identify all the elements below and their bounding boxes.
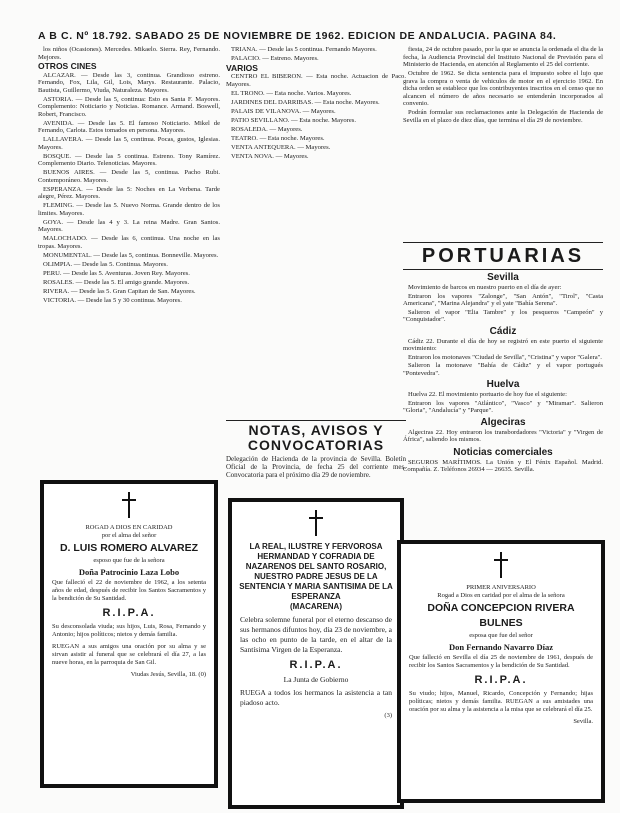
deceased-name: D. LUIS ROMERO ALVAREZ: [59, 542, 199, 554]
ripa: R.I.P.A.: [289, 659, 343, 671]
obituary-concepcion-rivera: [397, 540, 605, 803]
paragraph: PERU. — Desde las 5. Aventuras. Joven Rey. Mayores.: [43, 269, 190, 277]
paragraph: EL TRONO. — Esta noche. Varios. Mayores.: [231, 89, 352, 97]
paragraph: JARDINES DEL DARRIBAS. — Esta noche. Mayores.: [231, 98, 380, 106]
noticias-heading: Noticias comerciales: [453, 446, 553, 458]
port-heading-sevilla: Sevilla: [487, 272, 519, 283]
paragraph: MONUMENTAL. — Desde las 5, continua. Bonneville. Mayores.: [43, 251, 219, 259]
column-hacienda-notice: [403, 46, 603, 226]
port-heading-algeciras: Algeciras: [480, 416, 526, 428]
signature: (3): [384, 712, 392, 719]
hermandad-sub: (MACARENA): [290, 602, 342, 611]
death-details: Que falleció el 22 de noviembre de 1962, a los setenta años de edad, después de recibir los Santos Sacramentos y la bendición de Su Santidad.: [52, 579, 206, 602]
notas-avisos-section: [226, 418, 406, 479]
paragraph: MALOCHADO. — Desde las 6, continua. Una noche en las tropas. Mayores.: [38, 235, 220, 250]
obituary-hermandad-macarena: [228, 498, 404, 809]
paragraph: LALLAVERA. — Desde las 5, continua. Pocas, gustos, Iglesias. Mayores.: [38, 136, 220, 151]
paragraph: GOYA. — Desde las 4 y 3. La reina Madre. Gran Santos. Mayores.: [38, 218, 220, 233]
obituary-top: ROGAD A DIOS EN CARIDAD: [85, 524, 173, 531]
section-heading-varios: VARIOS: [226, 62, 258, 73]
paragraph: ROSALEDA. — Mayores.: [231, 125, 303, 133]
junta-text: La Junta de Gobierno: [283, 675, 349, 684]
paragraph: PATIO SEVILLANO. — Esta noche. Mayores.: [231, 116, 357, 124]
spouse-name: Don Fernando Navarro Díaz: [449, 642, 553, 652]
death-details: Que falleció en Sevilla el día 25 de noviembre de 1961, después de recibir los Santos Sacramentos y la bendición de Su Santidad.: [409, 654, 593, 669]
cross-icon: [494, 552, 508, 578]
ruega-text: RUEGA a todos los hermanos la asistencia a tan piadoso acto.: [240, 688, 392, 707]
divider: [403, 242, 603, 243]
paragraph: ESPERANZA. — Desde las 5: Noches en La Verbena. Tarde alegre, Pérez. Mayores.: [38, 185, 220, 200]
paragraph: Cádiz 22. Durante el día de hoy se registró en este puerto el siguiente movimiento:: [403, 337, 603, 352]
cross-icon: [122, 492, 136, 518]
obituary-top: PRIMER ANIVERSARIO: [466, 584, 536, 591]
spouse-prefix: esposo que fue de la señora: [93, 557, 165, 564]
funeral-text: Celebra solemne funeral por el eterno descanso de sus hermanos difuntos hoy, día 23 de noviembre, a las ocho en punto de la tarde, en el altar de la Santísima Virgen de la Esperanza.: [240, 615, 392, 654]
paragraph: VICTORIA. — Desde las 5 y 30 continua. Mayores.: [43, 296, 182, 304]
hermandad-heading: LA REAL, ILUSTRE Y FERVOROSA HERMANDAD Y COFRADIA DE NAZARENOS DEL SANTO ROSARIO, NUESTRO PADRE JESUS DE LA SENTENCIA Y MARIA SANTISIMA DE LA ESPERANZA: [239, 542, 393, 601]
portuarias-section: [403, 240, 603, 475]
paragraph: Octubre de 1962. Se dicta sentencia para el impuesto sobre el lujo que grava la compra o venta de vehiculos de motor en el ejercicio 1962. En dicha orden se establece que los contribuyentes inscritos en el censo que no alcancen el número de años necesario se entenderán incorporados al convenio.: [403, 70, 603, 107]
family-text: Su desconsolada viuda; sus hijos, Luis, Rosa, Fernando y Antonio; hijos políticos; nietos y demás familia.: [52, 623, 206, 638]
paragraph: ALCAZAR. — Desde las 3, continua. Grandioso estreno. Fernando, Fox, Lila, Gil, Lois, Marys. Restaurante. Palacio, Bautista, Guillermo, Viuda, Naturaleza. Mayores.: [38, 71, 220, 94]
paragraph: ROSALES. — Desde las 5. El amigo grande. Mayores.: [43, 278, 190, 286]
paragraph: CENTRO EL BIBERON. — Esta noche. Actuacion de Paco. Mayores.: [226, 73, 406, 88]
paragraph: Entraron los vapores "Zalonge", "San Antón", "Tirol", "Casta Americana", "Marina Alejandra" y el yate "Bahía Serena".: [403, 292, 603, 307]
paragraph: SEGUROS MARÍTIMOS. La Unión y El Fénix Español. Madrid. Compañía. Z. Teléfonos 26934 — 26635. Sevilla.: [403, 458, 603, 473]
paragraph: FLEMING. — Desde las 5. Nuevo Norma. Grande dentro de los limites. Mayores.: [38, 202, 220, 217]
cross-icon: [309, 510, 323, 536]
paragraph: Movimiento de barcos en nuestro puerto en el día de ayer:: [408, 284, 562, 291]
column-varios: [226, 46, 406, 412]
obituary-sub: Rogad a Dios en caridad por el alma de la señora: [437, 592, 565, 599]
request-text: RUEGAN a sus amigos una oración por su alma y se sirvan asistir al funeral que se celebrará el día 27, a las nueve horas, en la parroquia de San Gil.: [52, 643, 206, 666]
notas-title-line1: NOTAS, AVISOS Y: [248, 422, 384, 438]
section-heading-otros-cines: OTROS CINES: [38, 61, 97, 71]
obituary-luis-romero: [40, 480, 218, 788]
notas-lead: Delegación de Hacienda de la provincia de Sevilla. Boletín Oficial de la Provincia, de fecha 25 del corriente mes. Convocatoria para el próximo día 29 de noviembre.: [226, 455, 406, 479]
paragraph: Huelva 22. El movimiento portuario de hoy fue el siguiente:: [408, 391, 567, 398]
signature: Sevilla.: [573, 718, 593, 725]
column-cinema-listings: [38, 46, 220, 472]
paragraph: TEATRO. — Esta noche. Mayores.: [231, 134, 325, 142]
signature: Viudas Jesús, Sevilla, 18. (0): [130, 671, 206, 678]
paragraph: Salieron la motonave "Bahía de Cádiz" y el vapor portugués "Pontevedra".: [403, 362, 603, 377]
paragraph: Salieron el vapor "Elia Tambre" y los pesqueros "Campeón" y "Conquistador".: [403, 308, 603, 323]
divider: [226, 420, 406, 421]
paragraph: Entraron los motonaves "Ciudad de Sevilla", "Cristina" y vapor "Galera".: [408, 353, 602, 361]
spouse-prefix: esposa que fue del señor: [469, 632, 533, 639]
paragraph: OLIMPIA. — Desde las 5. Continua. Mayores.: [43, 260, 168, 268]
spouse-name: Doña Patrocinio Laza Lobo: [78, 567, 180, 577]
page-header: A B C. Nº 18.792. SABADO 25 DE NOVIEMBRE DE 1962. EDICION DE ANDALUCIA. PAGINA 84.: [38, 30, 557, 42]
paragraph: Podrán formular sus reclamaciones ante la Delegación de Hacienda de Sevilla en el plazo de diez días, que termina el día 29 de noviembre.: [403, 109, 603, 124]
port-heading-cadiz: Cádiz: [489, 325, 517, 337]
paragraph: VENTA NOVA. — Mayores.: [231, 152, 309, 160]
ripa: R.I.P.A.: [102, 607, 156, 619]
ripa: R.I.P.A.: [474, 674, 528, 686]
divider: [403, 269, 603, 270]
deceased-name-line1: DOÑA CONCEPCION RIVERA: [427, 602, 575, 614]
paragraph: PALACIO. — Estreno. Mayores.: [231, 55, 319, 62]
obituary-sub: por el alma del señor: [101, 532, 157, 539]
paragraph: BOSQUE. — Desde las 5 continua. Estreno. Tony Ramírez. Complemento Diario. Telenoticias. Mayores.: [38, 152, 220, 167]
paragraph: los niños (Ocasiones). Mercedes. Mikaelo. Sierra. Rey, Fernando. Mejores.: [38, 46, 220, 61]
paragraph: TRIANA. — Desde las 5 continua. Fernando Mayores.: [231, 46, 377, 53]
paragraph: ASTORIA. — Desde las 5, continua: Esto es Santa F. Mayores. Complemento: Noticiario y Noticias. Romance. Armand. Boswell, Robert, Francisco.: [38, 95, 220, 118]
deceased-name-line2: BULNES: [479, 617, 523, 629]
paragraph: fiesta, 24 de octubre pasado, por la que se anuncia la ordenada el dia de la fecha, la Audiencia Provincial del Instituto Nacional de Previsión para el Ministerio de Hacienda, en atención al Reglamento el 25 del corriente.: [403, 46, 603, 68]
paragraph: AVENIDA. — Desde las 5. El famoso Noticiario. Mikel de Fernando, Carlota. Estos tomados en persona. Mayores.: [38, 119, 220, 134]
notas-title-line2: CONVOCATORIAS: [247, 437, 385, 453]
paragraph: PALAIS DE VILANOVA. — Mayores.: [231, 107, 336, 115]
paragraph: RIVERA. — Desde las 5. Gran Capitan de San. Mayores.: [43, 287, 196, 295]
paragraph: Algeciras 22. Hoy entraron los transbordadores "Victoria" y "Virgen de África", saliendo los mismos.: [403, 428, 603, 443]
paragraph: VENTA ANTEQUERA. — Mayores.: [231, 143, 331, 151]
port-heading-huelva: Huelva: [486, 379, 520, 390]
paragraph: Entraron los vapores "Atlántico", "Vasco" y "Miramar". Salieron "Gloria", "Andalucía" y "Parque".: [403, 399, 603, 414]
paragraph: BUENOS AIRES. — Desde las 5, continua. Pacho Rubi. Contemporáneo. Mayores.: [38, 169, 220, 184]
portuarias-title: PORTUARIAS: [421, 245, 585, 267]
family-text: Su viudo; hijos, Manuel, Ricardo, Concepción y Fernando; hijas políticas; nietos y demás familia. RUEGAN a sus amistades una oración por su alma y la asistencia a la misa que se celebrará el día 25.: [409, 690, 593, 713]
